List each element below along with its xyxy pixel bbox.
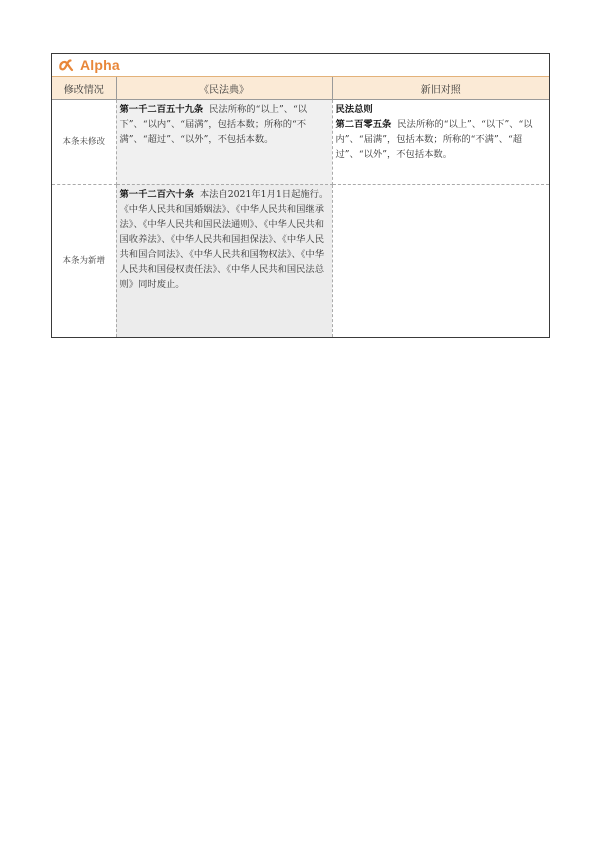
header-modification-status: 修改情况 — [52, 77, 116, 100]
comparison-table — [52, 77, 549, 337]
status-cell: 本条为新增 — [52, 185, 116, 338]
comparison-cell — [332, 100, 549, 185]
comparison-cell-empty — [332, 185, 549, 338]
article-text: 本法自2021年1月1日起施行。《中华人民共和国婚姻法》、《中华人民共和国继承法》、《中华人民共和国民法通则》、《中华人民共和国收养法》、《中华人民共和国担保法》、《中华人民共和国合同法》、《中华人民共和国物权法》、《中华人民共和国侵权责任法》、《中华人民共和国民法总则》同时废止。 — [119, 189, 329, 290]
article-text: 民法所称的“以上”、“以下”、“以内”、“届满”，包括本数；所称的“不满”、“超过”、“以外”，不包括本数。 — [119, 104, 308, 145]
article-number: 第一千二百六十条 — [119, 189, 194, 200]
table-row — [52, 185, 549, 338]
header-civil-code: 《民法典》 — [116, 77, 332, 100]
civil-code-cell — [116, 185, 332, 338]
comparison-document — [51, 53, 550, 338]
status-cell: 本条未修改 — [52, 100, 116, 185]
header-old-new-comparison: 新旧对照 — [332, 77, 549, 100]
brand-name: Alpha — [80, 57, 120, 73]
article-number: 第一千二百五十九条 — [119, 104, 204, 115]
table-row — [52, 100, 549, 185]
civil-code-cell — [116, 100, 332, 185]
brand-header — [52, 54, 549, 77]
source-article-text: 民法所称的“以上”、“以下”、“以内”、“届满”，包括本数；所称的“不满”、“超过”、“以外”，不包括本数。 — [335, 119, 533, 160]
table-header-row — [52, 77, 549, 100]
source-law-title: 民法总则 — [335, 104, 373, 115]
alpha-logo-icon — [58, 57, 74, 73]
source-article-number: 第二百零五条 — [335, 119, 392, 130]
